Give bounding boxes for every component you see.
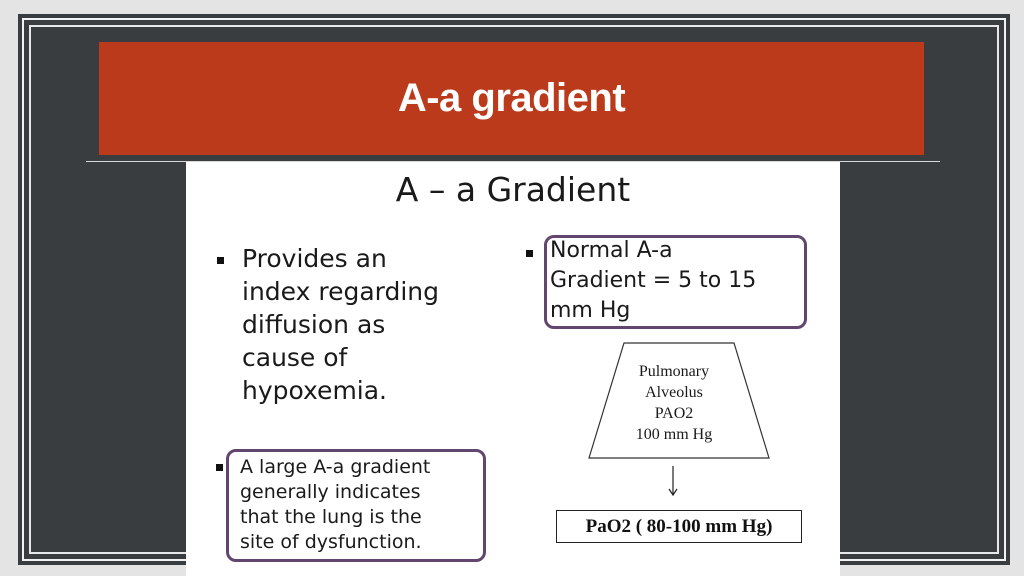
- slide-title: A-a gradient: [397, 76, 626, 120]
- left-bullet-line: Provides an: [242, 244, 387, 273]
- left-boxed-line: that the lung is the: [240, 506, 422, 528]
- alveolus-line: 100 mm Hg: [635, 426, 713, 443]
- left-boxed-line: A large A-a gradient: [240, 456, 431, 478]
- pao2-result-box: PaO2 ( 80-100 mm Hg): [556, 510, 802, 543]
- bullet-marker: [217, 257, 224, 264]
- left-boxed-line: generally indicates: [240, 481, 421, 503]
- alveolus-line: PAO2: [654, 405, 694, 422]
- right-boxed-line: Gradient = 5 to 15: [550, 268, 757, 293]
- bullet-marker: [216, 464, 223, 471]
- left-bullet-text: [242, 242, 502, 407]
- alveolus-line: Alveolus: [645, 384, 703, 401]
- left-bullet-line: hypoxemia.: [242, 376, 388, 405]
- left-bullet-line: cause of: [242, 343, 348, 372]
- title-band: [99, 42, 924, 155]
- alveolus-label: [588, 361, 760, 445]
- down-arrow-icon: [666, 465, 680, 497]
- right-boxed-line: mm Hg: [550, 298, 631, 323]
- alveolus-line: Pulmonary: [638, 363, 710, 380]
- slide-image: [186, 162, 840, 576]
- left-boxed-line: site of dysfunction.: [240, 531, 422, 553]
- left-bullet-line: diffusion as: [242, 310, 386, 339]
- right-boxed-text: [550, 236, 812, 326]
- right-boxed-line: Normal A-a: [550, 238, 673, 263]
- bullet-marker: [526, 250, 533, 257]
- left-bullet-line: index regarding: [242, 277, 440, 306]
- left-boxed-text: [240, 455, 490, 555]
- image-title: A – a Gradient: [395, 170, 631, 209]
